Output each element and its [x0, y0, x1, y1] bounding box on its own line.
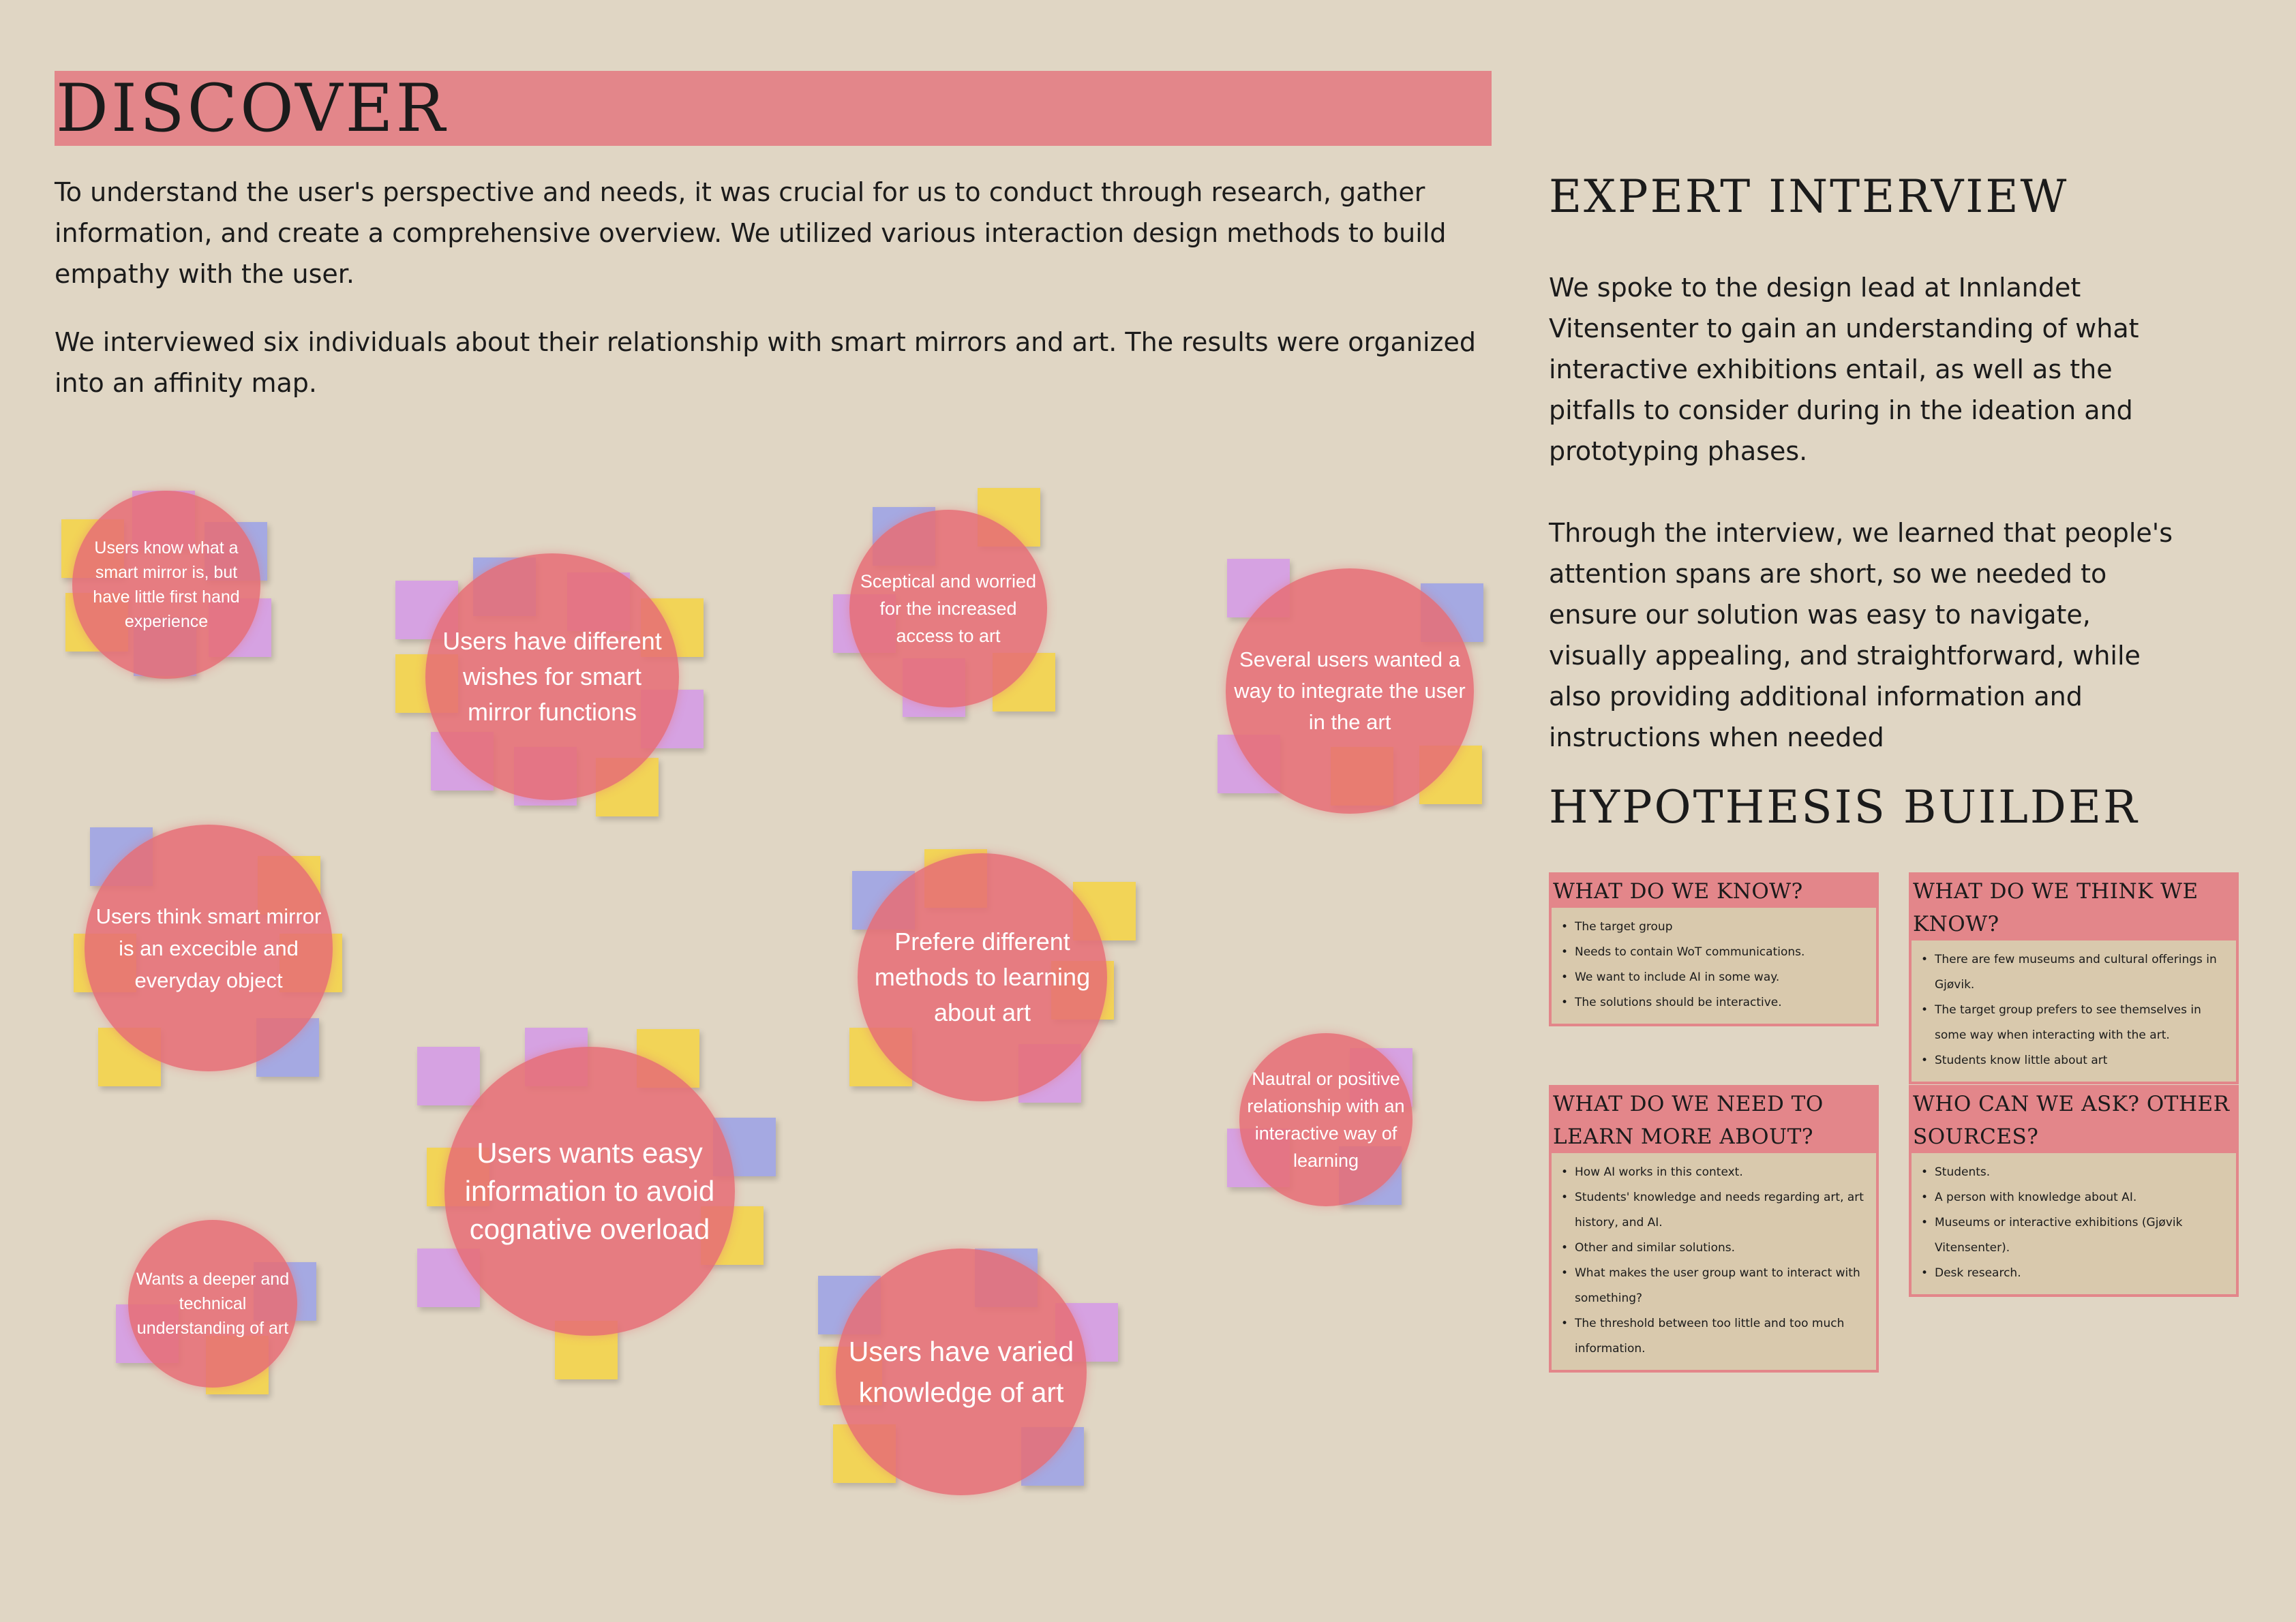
list-item: • Students' knowledge and needs regarding art, art history, and AI.: [1557, 1185, 1871, 1236]
card-list: [1552, 1153, 1876, 1370]
list-item: • The target group: [1557, 915, 1871, 940]
hypothesis-card-think-we-know: [1909, 872, 2239, 1084]
list-item: • The target group prefers to see themselves in some way when interacting with the art.: [1917, 998, 2231, 1048]
affinity-cluster: Sceptical and worried for the increased access to art: [849, 510, 1047, 707]
sticky-note: [417, 1047, 480, 1105]
affinity-cluster: Users have different wishes for smart mirror functions: [425, 553, 679, 800]
list-item: • We want to include AI in some way.: [1557, 965, 1871, 990]
list-item: • Museums or interactive exhibitions (Gjøvik Vitensenter).: [1917, 1210, 2231, 1261]
hypothesis-card-know: [1549, 872, 1879, 1026]
intro-paragraph: We interviewed six individuals about their relationship with smart mirrors and art. The results were organized into an affinity map.: [55, 327, 1476, 398]
list-item: • Students.: [1917, 1160, 2231, 1185]
discover-title: DISCOVER: [56, 70, 448, 147]
card-list: [1912, 940, 2236, 1082]
card-list: [1552, 908, 1876, 1024]
affinity-cluster: Users have varied knowledge of art: [836, 1249, 1087, 1495]
affinity-cluster: Wants a deeper and technical understanding of art: [128, 1220, 297, 1388]
expert-interview-body: [1549, 267, 2190, 799]
hypothesis-builder-title: HYPOTHESIS BUILDER: [1549, 781, 2139, 833]
list-item: • Desk research.: [1917, 1261, 2231, 1286]
intro-paragraph: To understand the user's perspective and needs, it was crucial for us to conduct through research, gather information, and create a comprehensive overview. We utilized various interaction design methods to build empathy with the user.: [55, 177, 1447, 289]
affinity-cluster: Users know what a smart mirror is, but have little first hand experience: [72, 491, 260, 679]
list-item: • How AI works in this context.: [1557, 1160, 1871, 1185]
card-heading: WHAT DO WE NEED TO LEARN MORE ABOUT?: [1552, 1088, 1876, 1153]
hypothesis-card-sources: [1909, 1085, 2239, 1297]
card-list: [1912, 1153, 2236, 1294]
affinity-cluster: Prefere different methods to learning about art: [858, 853, 1107, 1101]
affinity-cluster: Users wants easy information to avoid cognative overload: [444, 1047, 735, 1336]
hypothesis-card-learn-more: [1549, 1085, 1879, 1373]
affinity-cluster: Nautral or positive relationship with an interactive way of learning: [1239, 1033, 1413, 1206]
affinity-cluster: Several users wanted a way to integrate the user in the art: [1226, 568, 1474, 814]
list-item: • Other and similar solutions.: [1557, 1236, 1871, 1261]
card-heading: WHAT DO WE THINK WE KNOW?: [1912, 875, 2236, 940]
list-item: • What makes the user group want to interact with something?: [1557, 1261, 1871, 1311]
list-item: • A person with knowledge about AI.: [1917, 1185, 2231, 1210]
card-heading: WHO CAN WE ASK? OTHER SOURCES?: [1912, 1088, 2236, 1153]
card-heading: WHAT DO WE KNOW?: [1552, 875, 1876, 908]
expert-paragraph: Through the interview, we learned that people's attention spans are short, so we needed to ensure our solution was easy to navigate, visually appealing, and straightforward, while also providing additional information and instructions when needed: [1549, 518, 2173, 752]
affinity-cluster: Users think smart mirror is an excecible and everyday object: [85, 825, 333, 1071]
list-item: • The solutions should be interactive.: [1557, 990, 1871, 1015]
expert-interview-title: EXPERT INTERVIEW: [1549, 170, 2069, 223]
expert-paragraph: We spoke to the design lead at Innlandet Vitensenter to gain an understanding of what interactive exhibitions entail, as well as the pitfalls to consider during in the ideation and prototyping phases.: [1549, 273, 2139, 466]
list-item: • There are few museums and cultural offerings in Gjøvik.: [1917, 947, 2231, 998]
list-item: • Students know little about art: [1917, 1048, 2231, 1073]
list-item: • Needs to contain WoT communications.: [1557, 940, 1871, 965]
list-item: • The threshold between too little and too much information.: [1557, 1311, 1871, 1362]
